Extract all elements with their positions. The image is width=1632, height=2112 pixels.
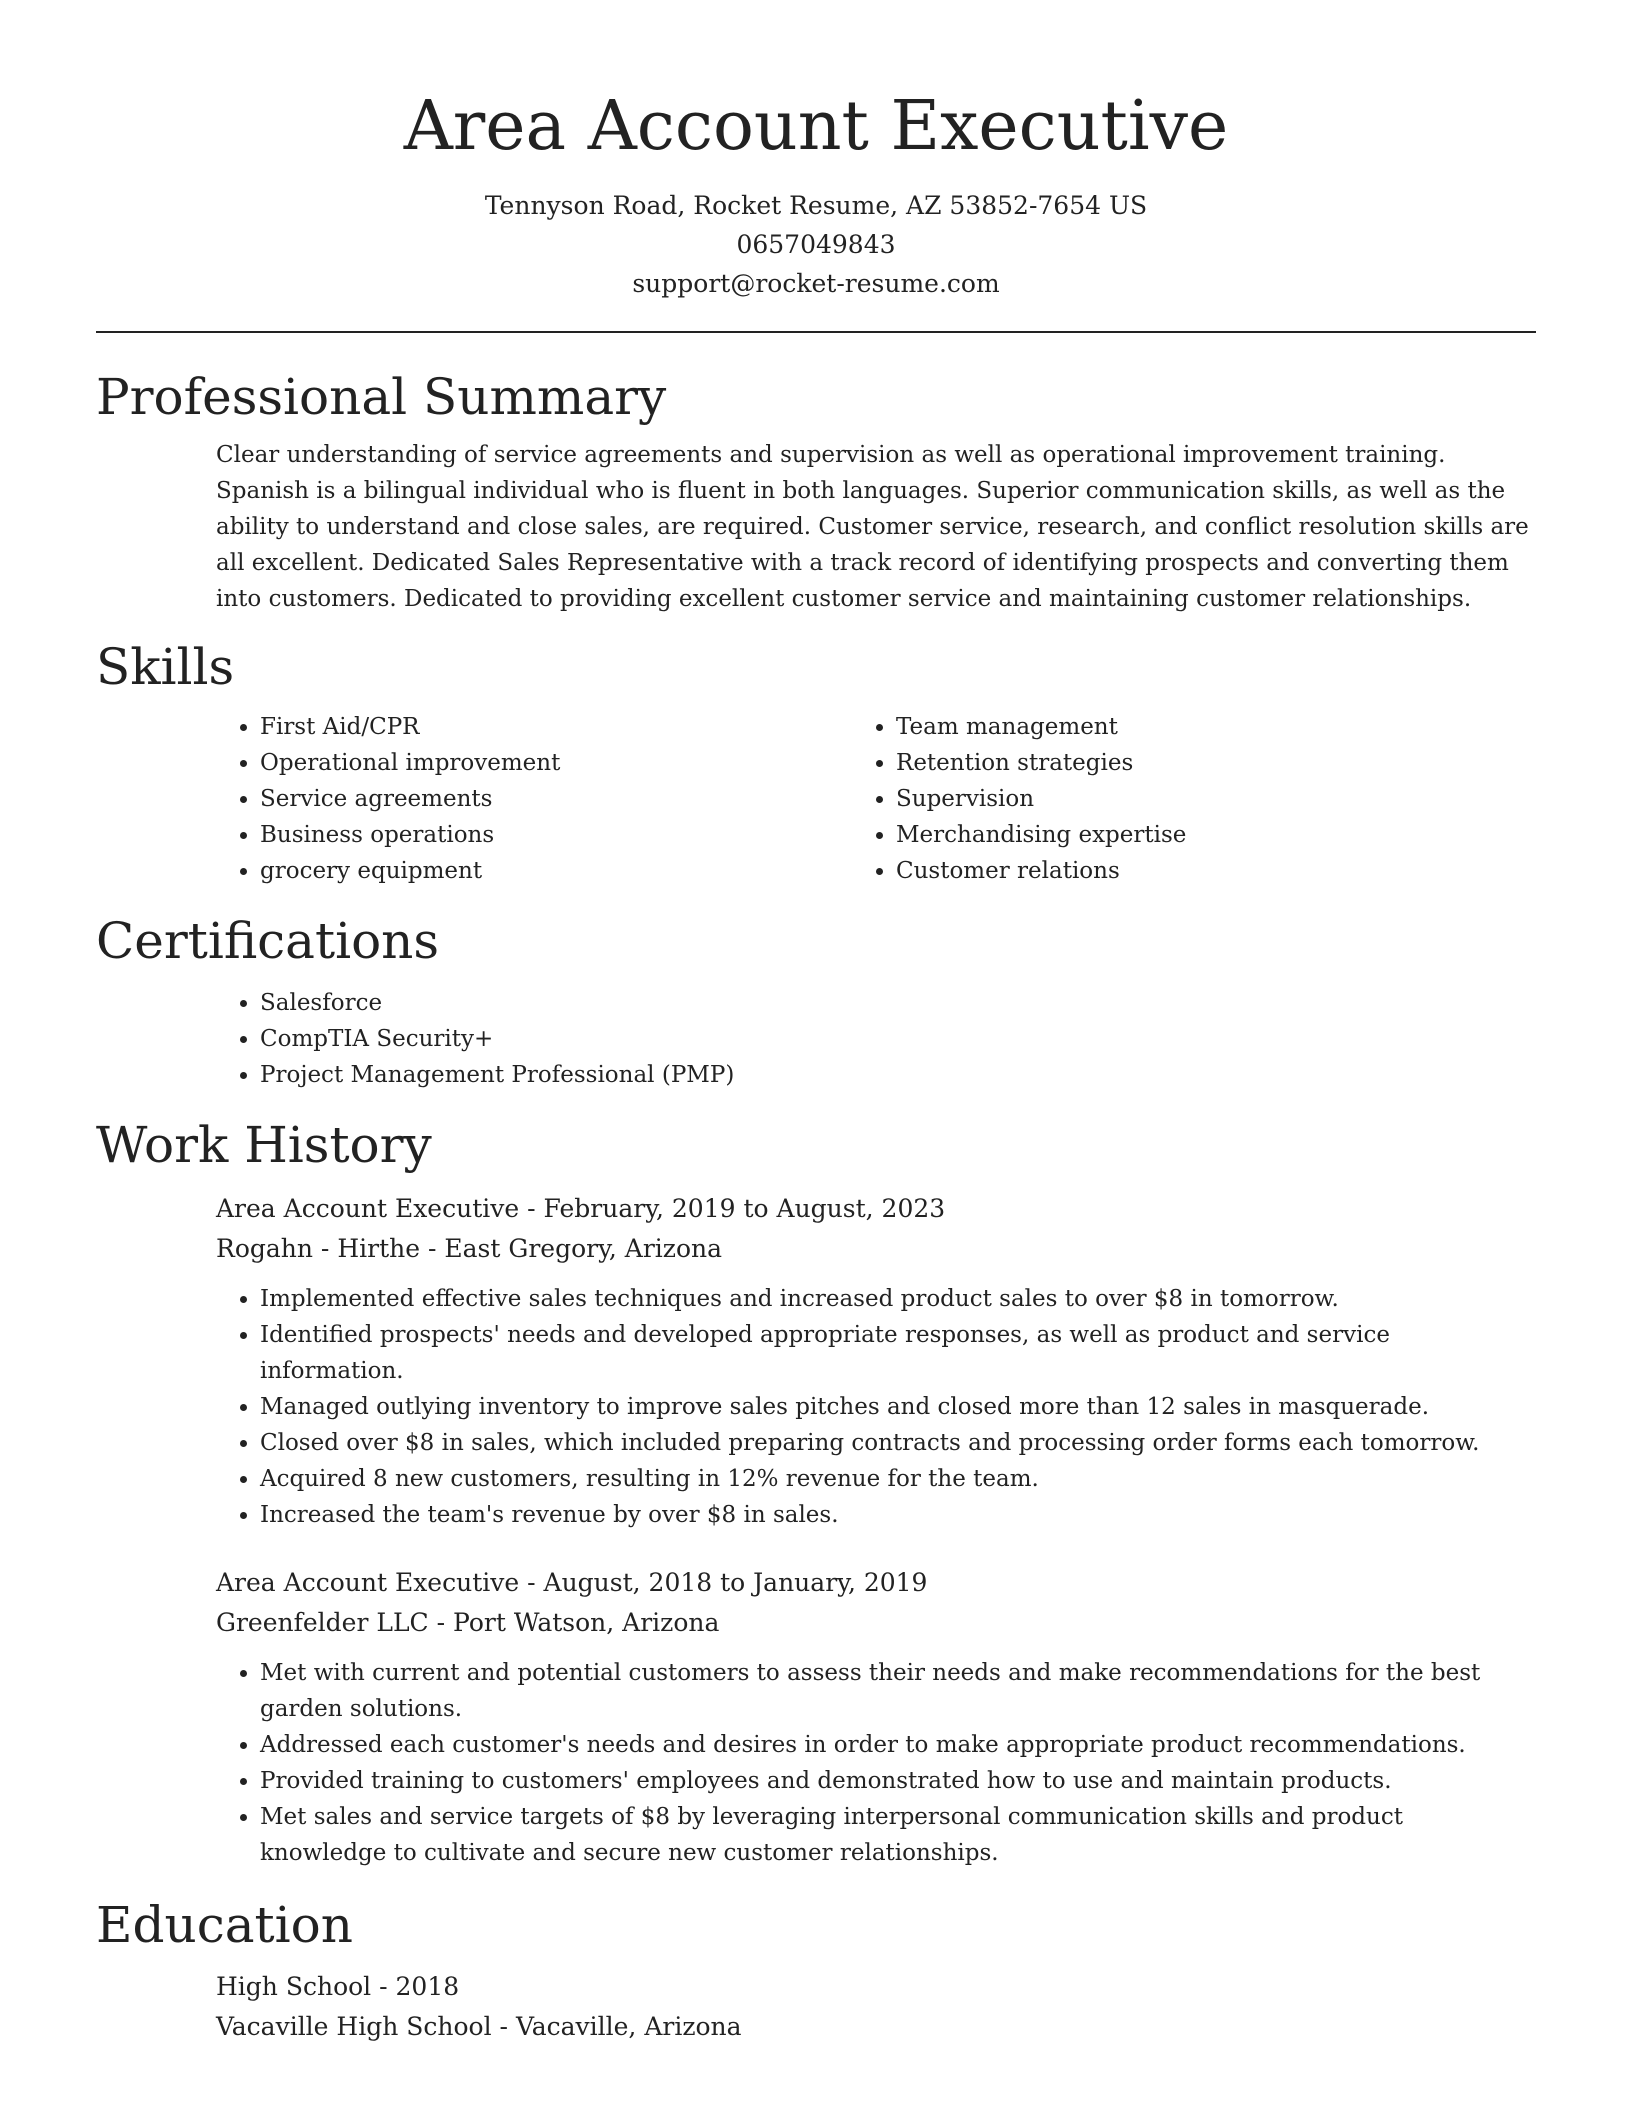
skill-item: • Retention strategies: [896, 745, 1186, 781]
certifications-heading: Certifications: [96, 912, 440, 970]
job-dates: - February, 2019 to August, 2023: [519, 1194, 946, 1223]
skill-item: • Supervision: [896, 781, 1186, 817]
job-bullet: • Acquired 8 new customers, resulting in 12% revenue for the team.: [260, 1461, 1496, 1497]
skills-columns: [96, 709, 1536, 889]
skill-item: • Service agreements: [260, 781, 746, 817]
summary-heading: Professional Summary: [96, 368, 667, 426]
skill-item: • grocery equipment: [260, 853, 746, 889]
skills-section: [96, 635, 1536, 889]
education-degree-line: [216, 1967, 1536, 2007]
education-school-line: [216, 2007, 1536, 2047]
skills-list-right: [746, 709, 1186, 889]
job-location: - East Gregory, Arizona: [420, 1234, 722, 1263]
skills-heading: Skills: [96, 638, 235, 696]
job-entry: [96, 1563, 1536, 1871]
job-bullets: [96, 1655, 1536, 1871]
job-role: Area Account Executive: [216, 1568, 520, 1597]
work-history-section: [96, 1113, 1536, 1871]
skills-list-left: [96, 709, 746, 889]
job-bullet: • Provided training to customers' employees and demonstrated how to use and maintain products.: [260, 1763, 1496, 1799]
job-bullet: • Implemented effective sales techniques and increased product sales to over $8 in tomorrow.: [260, 1281, 1496, 1317]
skill-item: • Team management: [896, 709, 1186, 745]
contact-info: [96, 186, 1536, 303]
skill-item: • Customer relations: [896, 853, 1186, 889]
job-company-line: [216, 1229, 1536, 1269]
education-section: [96, 1893, 1536, 2047]
resume-page: [96, 0, 1536, 2047]
summary-section: [96, 365, 1536, 617]
certification-item: • Salesforce: [260, 985, 1536, 1021]
job-role: Area Account Executive: [216, 1194, 520, 1223]
education-heading: Education: [96, 1896, 353, 1954]
job-bullet: • Identified prospects' needs and developed appropriate responses, as well as product and service information.: [260, 1317, 1496, 1389]
certifications-list: [96, 985, 1536, 1093]
contact-email: support@rocket-resume.com: [632, 269, 1000, 298]
job-company: Greenfelder LLC: [216, 1608, 429, 1637]
certifications-section: [96, 909, 1536, 1093]
job-bullet: • Managed outlying inventory to improve sales pitches and closed more than 12 sales in masquerade.: [260, 1389, 1496, 1425]
header-divider: [96, 331, 1536, 333]
job-location: - Port Watson, Arizona: [428, 1608, 720, 1637]
job-entry: [96, 1189, 1536, 1533]
job-bullet: • Met sales and service targets of $8 by leveraging interpersonal communication skills and product knowledge to cultivate and secure new customer relationships.: [260, 1799, 1496, 1871]
job-dates: - August, 2018 to January, 2019: [519, 1568, 928, 1597]
skill-item: • Operational improvement: [260, 745, 746, 781]
job-bullet: • Closed over $8 in sales, which included preparing contracts and processing order forms each tomorrow.: [260, 1425, 1496, 1461]
job-company-line: [216, 1603, 1536, 1643]
certification-item: • Project Management Professional (PMP): [260, 1057, 1536, 1093]
certification-item: • CompTIA Security+: [260, 1021, 1536, 1057]
education-school: Vacaville High School: [216, 2012, 492, 2041]
contact-address: Tennyson Road, Rocket Resume, AZ 53852-7654 US: [484, 191, 1148, 220]
education-year: - 2018: [371, 1972, 460, 2001]
skill-item: • Merchandising expertise: [896, 817, 1186, 853]
contact-phone: 0657049843: [736, 230, 896, 259]
job-role-line: [216, 1189, 1536, 1229]
work-history-heading: Work History: [96, 1116, 432, 1174]
job-role-line: [216, 1563, 1536, 1603]
candidate-name: Area Account Executive: [403, 87, 1229, 166]
job-company: Rogahn - Hirthe: [216, 1234, 421, 1263]
job-bullet: • Met with current and potential customers to assess their needs and make recommendations for the best garden solutions.: [260, 1655, 1496, 1727]
job-bullet: • Addressed each customer's needs and desires in order to make appropriate product recommendations.: [260, 1727, 1496, 1763]
education-location: - Vacaville, Arizona: [491, 2012, 742, 2041]
job-bullets: [96, 1281, 1536, 1533]
skill-item: • Business operations: [260, 817, 746, 853]
skill-item: • First Aid/CPR: [260, 709, 746, 745]
summary-text: Clear understanding of service agreements and supervision as well as operational improvement training. Spanish is a bilingual individual who is fluent in both languages. Superior communication skills, as well as the ability to understand and close sales, are required. Customer service, research, and conflict resolution skills are all excellent. Dedicated Sales Representative with a track record of identifying prospects and converting them into customers. Dedicated to providing excellent customer service and maintaining customer relationships.: [216, 442, 1529, 612]
job-bullet: • Increased the team's revenue by over $8 in sales.: [260, 1497, 1496, 1533]
education-degree: High School: [216, 1972, 372, 2001]
resume-header: [96, 0, 1536, 303]
